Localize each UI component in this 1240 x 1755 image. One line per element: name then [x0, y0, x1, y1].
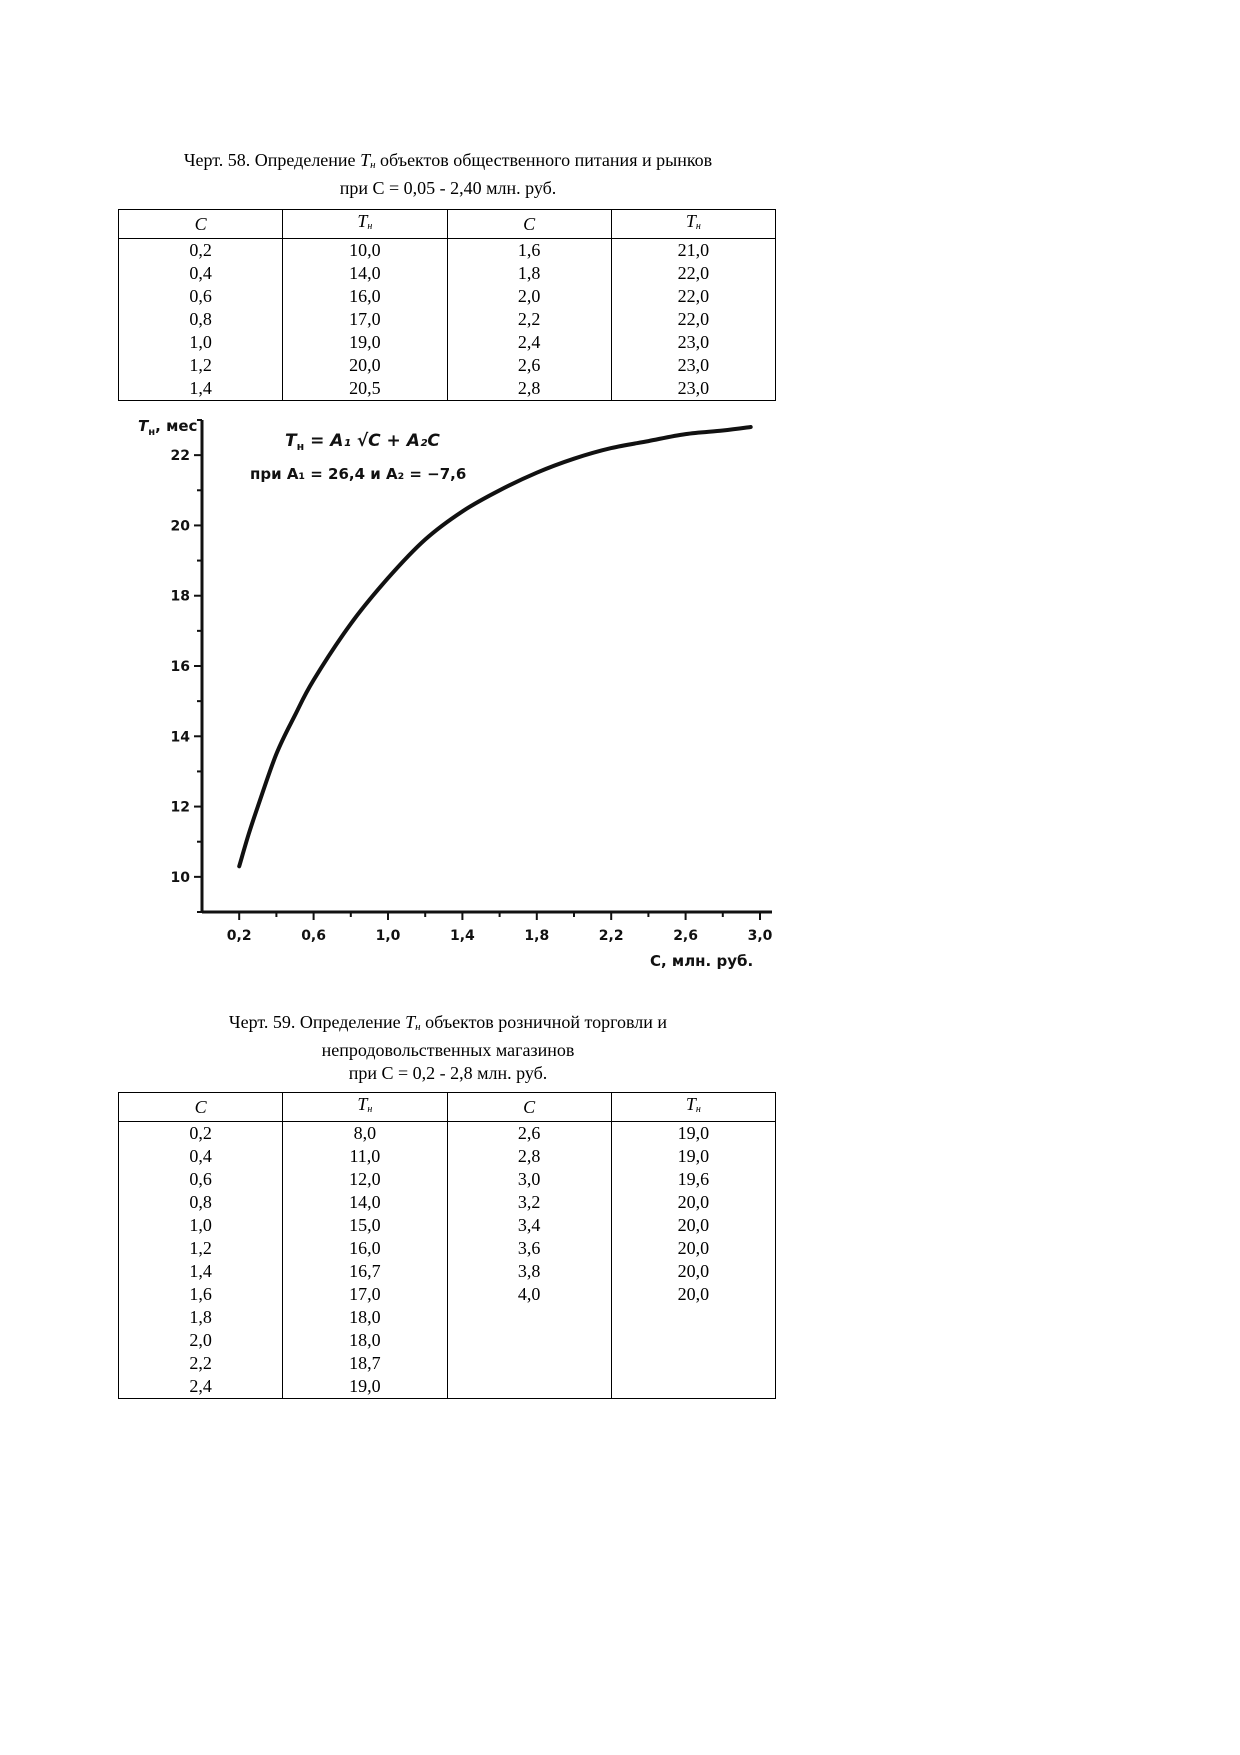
y-tick-label: 22 [170, 448, 190, 465]
figure-58-caption-line1: Черт. 58. Определение $T_н$ объектов общественного питания и рынков [183, 150, 713, 171]
table-cell: 20,0 [283, 354, 447, 377]
table-cell: 2,8 [447, 377, 611, 401]
x-tick-label: 1,4 [449, 928, 475, 944]
table-row [119, 262, 776, 285]
x-tick-label: 0,6 [301, 928, 327, 944]
y-tick-label: 12 [170, 799, 190, 816]
table-cell [447, 1352, 611, 1375]
table-header-cell: $T_н$ [611, 1093, 775, 1122]
figure-59-caption-line2: непродовольственных магазинов [321, 1040, 575, 1060]
figure-58-caption-line2: при С = 0,05 - 2,40 млн. руб. [339, 178, 557, 198]
table-cell: 23,0 [611, 377, 775, 401]
table-header-cell: $T_н$ [283, 210, 447, 239]
table-cell: 15,0 [283, 1214, 447, 1237]
table-row [119, 308, 776, 331]
table-cell: 2,0 [447, 285, 611, 308]
table-header-subscript: н [695, 221, 701, 232]
table-row [119, 1352, 776, 1375]
figure-59-caption-line3: при С = 0,2 - 2,8 млн. руб. [348, 1063, 548, 1083]
table-row [119, 1306, 776, 1329]
table-cell: 2,6 [447, 354, 611, 377]
table-header-row [119, 1093, 776, 1122]
table-cell: 20,0 [611, 1214, 775, 1237]
table-cell: 8,0 [283, 1122, 447, 1146]
table-row [119, 377, 776, 401]
table-cell: 19,0 [283, 1375, 447, 1399]
table-row [119, 1237, 776, 1260]
table-cell: 2,4 [119, 1375, 283, 1399]
x-tick-label: 3,0 [747, 928, 773, 944]
figure-59-caption [118, 1011, 778, 1085]
table-cell: 22,0 [611, 262, 775, 285]
table-cell: 14,0 [283, 262, 447, 285]
table-cell: 1,6 [447, 239, 611, 263]
table-cell: 0,8 [119, 1191, 283, 1214]
table-cell: 1,8 [447, 262, 611, 285]
table-cell: 3,0 [447, 1168, 611, 1191]
table-cell: 0,2 [119, 239, 283, 263]
table-row [119, 1375, 776, 1399]
table-cell: 20,0 [611, 1260, 775, 1283]
table-cell: 1,8 [119, 1306, 283, 1329]
table-cell: 2,2 [447, 308, 611, 331]
table-cell: 0,6 [119, 285, 283, 308]
table-cell: 1,0 [119, 1214, 283, 1237]
table-cell: 18,0 [283, 1306, 447, 1329]
table-cell: 1,0 [119, 331, 283, 354]
table-header-row [119, 210, 776, 239]
chart-formula: $T_н = A_1$ √C + A₂C [285, 431, 440, 453]
table-cell [611, 1306, 775, 1329]
table-cell: 3,8 [447, 1260, 611, 1283]
table-cell: 11,0 [283, 1145, 447, 1168]
table-cell: 2,6 [447, 1122, 611, 1146]
y-tick-label: 16 [170, 659, 190, 675]
y-tick-label: 10 [170, 869, 190, 886]
table-cell: 1,2 [119, 1237, 283, 1260]
table-row [119, 1214, 776, 1237]
table-cell: 23,0 [611, 354, 775, 377]
table-cell: 2,0 [119, 1329, 283, 1352]
table-cell: 16,7 [283, 1260, 447, 1283]
table-cell: 1,4 [119, 377, 283, 401]
table-cell: 10,0 [283, 239, 447, 263]
chart-ticks [171, 420, 773, 944]
table-row [119, 239, 776, 263]
table-cell: 19,0 [611, 1122, 775, 1146]
table-cell: 0,4 [119, 262, 283, 285]
x-tick-label: 1,8 [524, 928, 550, 944]
table-cell [447, 1329, 611, 1352]
table-header-cell: C [119, 1093, 283, 1122]
y-tick-label: 14 [170, 729, 190, 746]
table-cell: 22,0 [611, 308, 775, 331]
x-tick-label: 0,2 [226, 928, 252, 944]
table-header-subscript: н [695, 1104, 701, 1115]
table-header-subscript: н [367, 221, 373, 232]
table-header-cell: $T_н$ [283, 1093, 447, 1122]
table-cell: 16,0 [283, 285, 447, 308]
table-header-subscript: н [367, 1104, 373, 1115]
chart-ylabel: $T_н$, мес [138, 417, 198, 438]
table-cell: 19,0 [611, 1145, 775, 1168]
table-cell: 18,7 [283, 1352, 447, 1375]
table-cell: 0,8 [119, 308, 283, 331]
table-row [119, 1122, 776, 1146]
table-cell: 22,0 [611, 285, 775, 308]
table-cell: 1,4 [119, 1260, 283, 1283]
table-cell: 18,0 [283, 1329, 447, 1352]
table-cell: 20,5 [283, 377, 447, 401]
table-row [119, 1145, 776, 1168]
table-cell: 2,4 [447, 331, 611, 354]
table-cell: 20,0 [611, 1191, 775, 1214]
figure-58-chart [120, 402, 780, 992]
table-cell: 3,4 [447, 1214, 611, 1237]
table-header-cell: C [119, 210, 283, 239]
table-row [119, 1283, 776, 1306]
table-cell: 0,2 [119, 1122, 283, 1146]
chart-series-line [239, 427, 751, 866]
table-cell [611, 1375, 775, 1399]
table-cell: 20,0 [611, 1283, 775, 1306]
table-cell: 17,0 [283, 1283, 447, 1306]
table-row [119, 1260, 776, 1283]
table-cell [447, 1375, 611, 1399]
table-header-cell: $T_н$ [611, 210, 775, 239]
x-tick-label: 2,6 [673, 928, 699, 944]
figure-58-table [118, 209, 776, 401]
x-tick-label: 1,0 [375, 928, 401, 944]
chart-axes [202, 420, 772, 912]
table-cell: 19,0 [283, 331, 447, 354]
table-cell: 2,8 [447, 1145, 611, 1168]
table-row [119, 354, 776, 377]
table-row [119, 1168, 776, 1191]
figure-59-table [118, 1092, 776, 1399]
x-tick-label: 2,2 [598, 928, 624, 944]
table-row [119, 331, 776, 354]
table-cell: 0,6 [119, 1168, 283, 1191]
table-row [119, 285, 776, 308]
table-cell: 20,0 [611, 1237, 775, 1260]
figure-59-caption-line1: Черт. 59. Определение $T_н$ объектов розничной торговли и [228, 1012, 668, 1033]
table-cell: 23,0 [611, 331, 775, 354]
y-tick-label: 20 [170, 518, 190, 535]
chart-xlabel: C, млн. руб. [650, 952, 754, 970]
table-cell: 1,2 [119, 354, 283, 377]
table-header-cell: C [447, 1093, 611, 1122]
table-cell: 4,0 [447, 1283, 611, 1306]
table-cell [611, 1329, 775, 1352]
table-cell: 14,0 [283, 1191, 447, 1214]
table-cell: 12,0 [283, 1168, 447, 1191]
table-cell [611, 1352, 775, 1375]
table-cell: 17,0 [283, 308, 447, 331]
y-tick-label: 18 [170, 588, 190, 605]
table-cell: 3,6 [447, 1237, 611, 1260]
table-cell [447, 1306, 611, 1329]
table-cell: 2,2 [119, 1352, 283, 1375]
table-cell: 16,0 [283, 1237, 447, 1260]
table-cell: 0,4 [119, 1145, 283, 1168]
table-header-cell: C [447, 210, 611, 239]
chart-formula-params: при A₁ = 26,4 и A₂ = −7,6 [250, 465, 467, 483]
table-row [119, 1191, 776, 1214]
table-cell: 1,6 [119, 1283, 283, 1306]
table-cell: 3,2 [447, 1191, 611, 1214]
table-row [119, 1329, 776, 1352]
figure-58-caption [118, 149, 778, 200]
table-cell: 19,6 [611, 1168, 775, 1191]
table-cell: 21,0 [611, 239, 775, 263]
